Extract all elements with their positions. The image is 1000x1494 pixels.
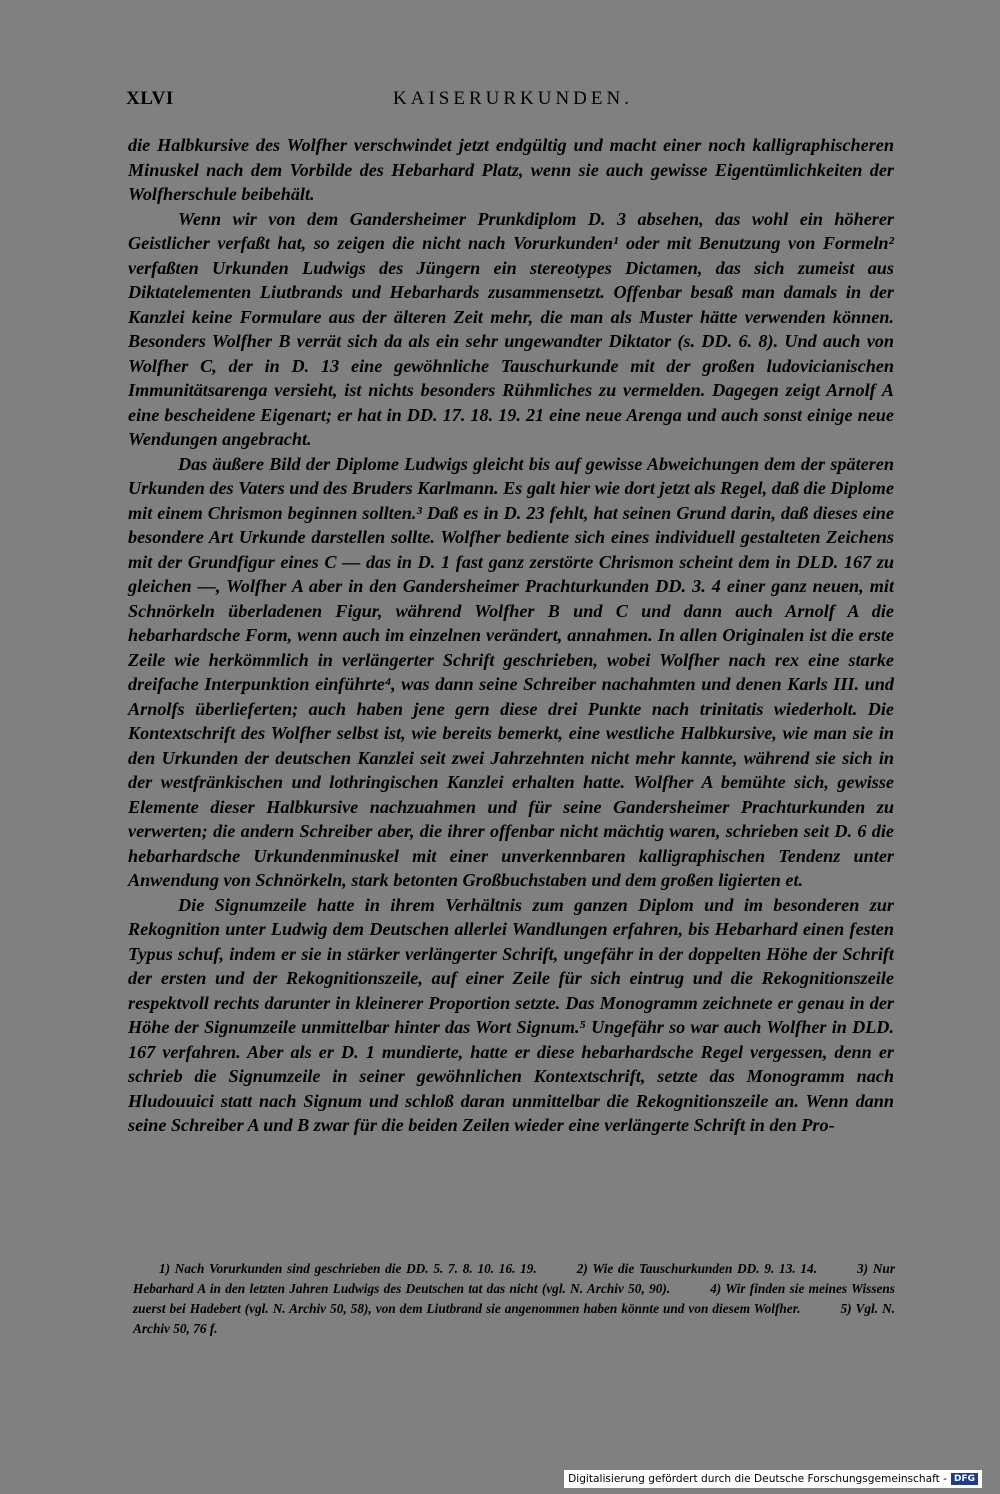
- digitization-credit: [564, 1470, 982, 1488]
- footnote-5: 5) Vgl. N. Archiv 50, 76 f.: [133, 1301, 895, 1336]
- footnote-3: 3) Nur Hebarhard A in den letzten Jahren Ludwigs des Deutschen tat das nicht (vgl. N. Archiv 50, 90).: [133, 1261, 895, 1296]
- credit-text: Digitalisierung gefördert durch die Deutsche Forschungsgemeinschaft -: [568, 1473, 947, 1485]
- paragraph-3: Das äußere Bild der Diplome Ludwigs gleicht bis auf gewisse Abweichungen dem der späteren Urkunden des Vaters und des Bruders Karlmann. Es galt hier wie dort jetzt als Regel, daß die Diplome mit einem Chrismon beginnen sollten.³ Daß es in D. 23 fehlt, hat seinen Grund darin, daß dieses eine besondere Art Urkunde darstellen sollte. Wolfher bediente sich eines individuell gestalteten Zeichens mit der Grundfigur eines C — das in D. 1 fast ganz zerstörte Chrismon scheint dem in DLD. 167 zu gleichen —, Wolfher A aber in den Gandersheimer Prachturkunden DD. 3. 4 einer ganz neuen, mit Schnörkeln überladenen Figur, während Wolfher B und C und dann auch Arnolf A die hebarhardsche Form, wenn auch im einzelnen verändert, annahmen. In allen Originalen ist die erste Zeile wie herkömmlich in verlängerter Schrift geschrieben, wobei Wolfher nach rex eine starke dreifache Interpunktion einführte⁴, was dann seine Schreiber nachahmten und denen Karls III. und Arnolfs überlieferten; auch haben jene gern diese drei Punkte nach trinitatis wiederholt. Die Kontextschrift des Wolfher selbst ist, wie bereits bemerkt, eine westliche Halbkursive, wie man sie in den Urkunden der deutschen Kanzlei seit zwei Jahrzehnten nicht mehr kannte, während sie sich in der westfränkischen und lothringischen Kanzlei erhalten hatte. Wolfher A bemühte sich, gewisse Elemente dieser Halbkursive nachzuahmen und für seine Gandersheimer Prachturkunden zu verwerten; die andern Schreiber aber, die ihrer offenbar nicht mächtig waren, schrieben seit D. 6 die hebarhardsche Urkundenminuskel mit einer unverkennbaren kalligraphischen Tendenz unter Anwendung von Schnörkeln, stark betonten Großbuchstaben und dem großen ligierten et.: [128, 453, 894, 890]
- paragraph-4: Die Signumzeile hatte in ihrem Verhältnis zum ganzen Diplom und im besonderen zur Rekognition unter Ludwig dem Deutschen allerlei Wandlungen erfahren, bis Hebarhard einen festen Typus schuf, indem er sie in stärker verlängerter Schrift, ungefähr in der doppelten Höhe der Schrift der ersten und der Rekognitionszeile, auf einer Zeile für sich eintrug und die Rekognitionszeile respektvoll rechts darunter in kleinerer Proportion setzte. Das Monogramm zeichnete er genau in der Höhe der Signumzeile unmittelbar hinter das Wort Signum.⁵ Ungefähr so war auch Wolfher in DLD. 167 verfahren. Aber als er D. 1 mundierte, hatte er diese hebarhardsche Regel vergessen, denn er schrieb die Signumzeile in seiner gewöhnlichen Kontextschrift, setzte das Monogramm nach Hludouuici statt nach Signum und schloß daran unmittelbar die Rekognitionszeile an. Wenn dann seine Schreiber A und B zwar für die beiden Zeilen wieder eine verlängerte Schrift in den Pro-: [128, 894, 894, 1135]
- running-title: KAISERURKUNDEN.: [393, 88, 633, 109]
- footnote-1: 1) Nach Vorurkunden sind geschrieben die DD. 5. 7. 8. 10. 16. 19.: [159, 1261, 537, 1276]
- page-number: XLVI: [126, 88, 174, 109]
- footnotes: [133, 1259, 895, 1339]
- footnote-2: 2) Wie die Tauschurkunden DD. 9. 13. 14.: [576, 1261, 818, 1276]
- page-header: [0, 88, 1000, 114]
- dfg-logo-icon: DFG: [951, 1473, 978, 1485]
- footnote-4: 4) Wir finden sie meines Wissens zuerst bei Hadebert (vgl. N. Archiv 50, 58), von dem Liutbrand sie angenommen haben könnte und von diesem Wolfher.: [133, 1281, 895, 1316]
- paragraph-2: Wenn wir von dem Gandersheimer Prunkdiplom D. 3 absehen, das wohl ein höherer Geistlicher verfaßt hat, so zeigen die nicht nach Vorurkunden¹ oder mit Benutzung von Formeln² verfaßten Urkunden Ludwigs des Jüngern ein stereotypes Dictamen, das sich zumeist aus Diktatelementen Liutbrands und Hebarhards zusammensetzt. Offenbar besaß man damals in der Kanzlei keine Formulare aus der älteren Zeit mehr, die man als Muster hätte verwenden können. Besonders Wolfher B verrät sich da als ein sehr ungewandter Diktator (s. DD. 6. 8). Und auch von Wolfher C, der in D. 13 eine gewöhnliche Tauschurkunde mit der großen ludovicianischen Immunitätsarenga versieht, ist nichts besonders Rühmliches zu vermelden. Dagegen zeigt Arnolf A eine bescheidene Eigenart; er hat in DD. 17. 18. 19. 21 eine neue Arenga und auch sonst einige neue Wendungen angebracht.: [128, 208, 894, 449]
- paragraph-1: die Halbkursive des Wolfher verschwindet jetzt endgültig und macht einer noch kalligraphischeren Minuskel nach dem Vorbilde des Hebarhard Platz, wenn sie auch gewisse Eigentümlichkeiten der Wolfherschule beibehält.: [128, 135, 894, 204]
- body-text: [128, 133, 894, 1138]
